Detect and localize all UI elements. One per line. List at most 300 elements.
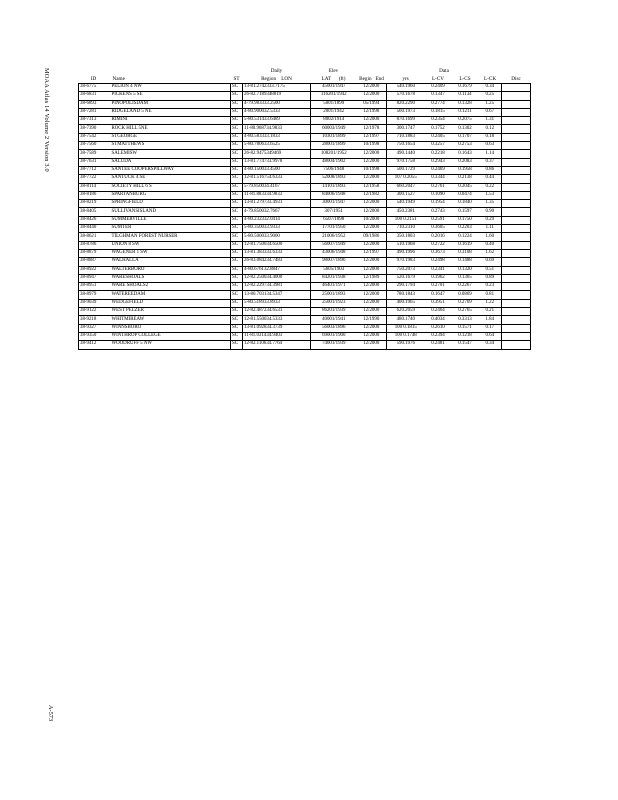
cell-name: WALTERBORO xyxy=(111,266,145,272)
cell-st: SC xyxy=(231,299,243,307)
cell-id: 38-8786 xyxy=(79,241,109,249)
cell-lat-elev: 14101/1893 xyxy=(311,183,357,191)
cell-name: PELION 4 NW xyxy=(111,84,142,90)
cell-lat-elev: 6507/1898 xyxy=(311,216,357,224)
cell-disc xyxy=(502,150,531,158)
cell-disc xyxy=(502,299,531,307)
col-st: ST xyxy=(233,75,240,82)
cell-begin: 12/2000 xyxy=(363,200,380,206)
col-lck: L-CK xyxy=(483,75,497,82)
cell-end-yrs: 100 0.1748 xyxy=(387,332,425,340)
cell-lck: 0.67 xyxy=(485,109,495,115)
cell-begin: 12/2000 xyxy=(363,241,380,247)
cell-lcs: 0.1134 xyxy=(458,92,472,98)
cell-lck: 0.63 xyxy=(485,142,495,148)
cell-lcv: 0.1647 xyxy=(431,291,445,297)
cell-disc xyxy=(502,241,531,249)
cell-lcv: 0.2610 xyxy=(431,324,445,330)
table-row xyxy=(79,158,531,166)
cell-name: SUMTER xyxy=(111,225,132,231)
cell-name: TILGHMAN FOREST NURSER xyxy=(111,233,178,239)
station-table xyxy=(78,68,531,350)
cell-region-lon: 12-82.229734.3981 xyxy=(243,283,311,291)
cell-disc xyxy=(502,233,531,241)
cell-lat-elev: 56007/1949 xyxy=(311,241,357,249)
cell-end-yrs: 107 0.2055 xyxy=(387,175,425,183)
cell-begin: 12/2000 xyxy=(363,291,380,297)
cell-lck: 0.29 xyxy=(485,216,495,222)
cell-lck: 0.44 xyxy=(485,175,495,181)
cell-name: WINNSBORO xyxy=(111,324,142,330)
cell-begin: 12/2000 xyxy=(363,341,380,347)
cell-lat-elev: 48004/1902 xyxy=(311,158,357,166)
cell-st: SC xyxy=(231,225,243,233)
cell-name: RIMINI xyxy=(111,117,128,123)
cell-begin: 12/2000 xyxy=(363,283,380,289)
cell-end-yrs: 660.2047 xyxy=(387,183,425,191)
cell-lat-elev: 84201/1938 xyxy=(311,274,357,282)
cell-name: SPRINGFIELD xyxy=(111,200,143,206)
cell-lck: 0.34 xyxy=(485,341,495,347)
cell-lat-elev: 30001/1947 xyxy=(311,200,357,208)
cell-st: SC xyxy=(231,142,243,150)
cell-name: SULLIVANSISLAND xyxy=(111,208,156,214)
cell-lat-elev: 60003/1949 xyxy=(311,125,357,133)
cell-lcs: 0.2753 xyxy=(458,142,472,148)
cell-begin: 12/2000 xyxy=(363,208,380,214)
table-row xyxy=(79,133,531,141)
cell-disc xyxy=(502,341,531,349)
col-id: ID xyxy=(90,75,97,82)
cell-end-yrs: 510.1968 xyxy=(387,241,425,249)
cell-lck: 0.90 xyxy=(485,208,495,214)
cell-id: 38-8879 xyxy=(79,249,109,257)
header-row-groups xyxy=(79,68,531,76)
cell-begin: 12/2000 xyxy=(363,225,380,231)
cell-end-yrs: 570.1678 xyxy=(387,92,425,100)
cell-lcv: 0.2722 xyxy=(431,241,445,247)
cell-disc xyxy=(502,200,531,208)
cell-lat-elev: 10301/1899 xyxy=(311,133,357,141)
cell-region-lon: 26-82.7189348819 xyxy=(243,92,311,100)
cell-region-lon: 5-80.518933.8933 xyxy=(243,299,311,307)
col-end: End xyxy=(375,75,384,82)
cell-st: SC xyxy=(231,274,243,282)
table-body xyxy=(79,84,531,350)
cell-lcv: 0.2405 xyxy=(431,133,445,139)
cell-end-yrs: 560.1973 xyxy=(387,108,425,116)
col-yrs: yrs xyxy=(402,75,409,82)
cell-lcs: 0.2075 xyxy=(458,117,472,123)
cell-end-yrs: 970.1983 xyxy=(387,258,425,266)
table-row xyxy=(79,316,531,324)
cell-name: WARESHOALS xyxy=(111,275,145,281)
cell-disc xyxy=(502,266,531,274)
cell-st: SC xyxy=(231,283,243,291)
cell-disc xyxy=(502,332,531,340)
cell-begin: 10/1998 xyxy=(363,167,380,173)
cell-begin: 12/2000 xyxy=(363,175,380,181)
cell-lcv: 0.3673 xyxy=(431,250,445,256)
header-elev: Elev xyxy=(328,68,339,75)
cell-lck: 0.17 xyxy=(485,324,495,330)
cell-lcs: 0.1707 xyxy=(458,133,472,139)
cell-end-yrs: 710.1883 xyxy=(387,133,425,141)
cell-lcs: 0.2769 xyxy=(458,299,472,305)
cell-end-yrs: 400.1965 xyxy=(387,299,425,307)
cell-id: 38-8979 xyxy=(79,291,109,299)
cell-lck: 1.35 xyxy=(485,200,495,206)
cell-begin: 12/2000 xyxy=(363,299,380,305)
cell-name: PINOPOLISDAM xyxy=(111,100,148,106)
cell-lcs: 0.1302 xyxy=(458,125,472,131)
cell-lck: 0.18 xyxy=(485,133,495,139)
table-row xyxy=(79,142,531,150)
cell-region-lon: 13-81.774733.9978 xyxy=(243,158,311,166)
cell-region-lon: 5-79.850034.4167 xyxy=(243,183,311,191)
cell-begin: 12/2000 xyxy=(363,324,380,330)
cell-lcs: 0.1320 xyxy=(458,266,472,272)
cell-st: SC xyxy=(231,166,243,174)
cell-lcs: 0.1750 xyxy=(458,216,472,222)
cell-disc xyxy=(502,108,531,116)
cell-name: PICKENS 5 SE xyxy=(111,92,143,98)
cell-end-yrs: 750.1654 xyxy=(387,142,425,150)
cell-name: WATEREEDAM xyxy=(111,291,146,297)
cell-region-lon: 11-81.883334.9833 xyxy=(243,191,311,199)
cell-id: 38-9350 xyxy=(79,332,109,340)
cell-lat-elev: 69001/1900 xyxy=(311,332,357,340)
cell-end-yrs: 870.1699 xyxy=(387,117,425,125)
cell-id: 38-7589 xyxy=(79,150,109,158)
cell-lat-elev: 5605/1903 xyxy=(311,266,357,274)
cell-lcv: 0.2218 xyxy=(431,150,445,156)
table-row xyxy=(79,341,531,349)
cell-end-yrs: 100 0.2151 xyxy=(387,216,425,224)
col-lcs: L-CS xyxy=(459,75,471,82)
cell-begin: 12/2000 xyxy=(363,92,380,98)
cell-id: 38-7560 xyxy=(79,142,109,150)
cell-lcs: 0.1643 xyxy=(458,150,472,156)
cell-lat-elev: 74001/1939 xyxy=(311,341,357,349)
cell-region-lon: 12-81.516754.6333 xyxy=(243,175,311,183)
cell-id: 38-7313 xyxy=(79,117,109,125)
cell-lck: 1.22 xyxy=(485,299,495,305)
cell-name: STMATTHEWS xyxy=(111,142,145,148)
cell-lck: 1.11 xyxy=(485,225,494,231)
page-number: A-573 xyxy=(47,705,54,722)
cell-lck: 1.31 xyxy=(485,117,495,123)
cell-region-lon: 4-80.900032.5333 xyxy=(243,108,311,116)
cell-disc xyxy=(502,158,531,166)
cell-region-lon: 4-80.676132.8847 xyxy=(243,266,311,274)
cell-region-lon: 5-80.500033.9000 xyxy=(243,233,311,241)
cell-begin: 12/2000 xyxy=(363,117,380,123)
cell-lck: 1.62 xyxy=(485,250,495,256)
cell-disc xyxy=(502,166,531,174)
cell-begin: 12/1989 xyxy=(363,275,380,281)
cell-lck: 0.23 xyxy=(485,283,495,289)
cell-lck: 0.37 xyxy=(485,158,495,164)
cell-lat-elev: 56003/1896 xyxy=(311,324,357,332)
cell-begin: 10/2000 xyxy=(363,216,380,222)
cell-disc xyxy=(502,225,531,233)
cell-lcs: 0.2045 xyxy=(458,183,472,189)
cell-lcv: 0.2774 xyxy=(431,100,445,106)
table-row xyxy=(79,117,531,125)
cell-begin: 12/2000 xyxy=(363,333,380,339)
cell-lck: 0.25 xyxy=(485,92,495,98)
cell-begin: 12/1978 xyxy=(363,125,380,131)
table-row xyxy=(79,332,531,340)
cell-id: 38-8405 xyxy=(79,208,109,216)
cell-lcs: 0.2138 xyxy=(458,175,472,181)
cell-name: SANTUCK 4 SE xyxy=(111,175,146,181)
cell-begin: 12/1958 xyxy=(363,183,380,189)
cell-lat-elev: 46401/1971 xyxy=(311,283,357,291)
cell-region-lon: 12-82.487234.6531 xyxy=(243,308,311,316)
cell-id: 38-7631 xyxy=(79,158,109,166)
cell-st: SC xyxy=(231,341,243,349)
col-lat-ft xyxy=(311,76,357,84)
cell-lcv: 0.1752 xyxy=(431,125,445,131)
cell-id: 38-9218 xyxy=(79,316,109,324)
cell-disc xyxy=(502,191,531,199)
cell-id: 38-8922 xyxy=(79,266,109,274)
cell-end-yrs: 290.1794 xyxy=(387,283,425,291)
cell-region-lon: 4-80.150033.4500 xyxy=(243,166,311,174)
table-row xyxy=(79,274,531,282)
cell-lcs: 0.0869 xyxy=(458,291,472,297)
cell-begin: 12/1998 xyxy=(363,109,380,115)
cell-st: SC xyxy=(231,92,243,100)
cell-lcv: 0.2943 xyxy=(431,158,445,164)
cell-lat-elev: 21006/1952 xyxy=(311,233,357,241)
cell-end-yrs: 490.1996 xyxy=(387,249,425,257)
table-row xyxy=(79,84,531,92)
col-region: Region xyxy=(261,75,277,82)
cell-id: 38-9122 xyxy=(79,308,109,316)
cell-end-yrs: 520.1679 xyxy=(387,274,425,282)
cell-end-yrs: 450.2381 xyxy=(387,208,425,216)
cell-name: WALHALLA xyxy=(111,258,139,264)
cell-disc xyxy=(502,283,531,291)
cell-id: 38-6775 xyxy=(79,84,109,92)
table-row xyxy=(79,283,531,291)
cell-st: SC xyxy=(231,84,243,92)
header-data: Data xyxy=(439,68,449,75)
cell-lcs: 0.1958 xyxy=(458,167,472,173)
cell-region-lon: 13-81.383333.6333 xyxy=(243,249,311,257)
cell-st: SC xyxy=(231,324,243,332)
cell-st: SC xyxy=(231,258,243,266)
cell-end-yrs: 620.2059 xyxy=(387,308,425,316)
cell-lcv: 0.3951 xyxy=(431,299,445,305)
cell-st: SC xyxy=(231,249,243,257)
cell-end-yrs: 970.1758 xyxy=(387,158,425,166)
cell-lcv: 0.2743 xyxy=(431,208,445,214)
cell-lcv: 0.2498 xyxy=(431,258,445,264)
cell-lat-elev: 8002/1914 xyxy=(311,117,357,125)
cell-lck: 0.51 xyxy=(485,266,495,272)
cell-end-yrs: 750.2073 xyxy=(387,266,425,274)
cell-st: SC xyxy=(231,125,243,133)
cell-begin: 12/2000 xyxy=(363,158,380,164)
cell-lat-elev: 52008/1893 xyxy=(311,175,357,183)
cell-id: 38-8621 xyxy=(79,233,109,241)
cell-lat-elev: 25001/1923 xyxy=(311,299,357,307)
table-row xyxy=(79,308,531,316)
cell-id: 38-9412 xyxy=(79,341,109,349)
cell-lcv: 0.1962 xyxy=(431,275,445,281)
cell-lcv: 0.2761 xyxy=(431,183,445,189)
cell-lcv: 0.2591 xyxy=(431,216,445,222)
cell-begin: 12/2000 xyxy=(363,84,380,90)
cell-st: SC xyxy=(231,208,243,216)
table-row xyxy=(79,249,531,257)
cell-id: 38-8186 xyxy=(79,191,109,199)
table-row xyxy=(79,191,531,199)
cell-st: SC xyxy=(231,266,243,274)
table-row xyxy=(79,108,531,116)
cell-lcv: 0.2409 xyxy=(431,84,445,90)
cell-region-lon: 26-83.084234.7483 xyxy=(243,258,311,266)
cell-lat-elev: 45001/1947 xyxy=(311,84,357,92)
cell-name: SANTEE COOPERSPILLWAY xyxy=(111,167,175,173)
cell-region-lon: 4-79.983333.2500 xyxy=(243,100,311,108)
cell-id: 38-8951 xyxy=(79,283,109,291)
cell-st: SC xyxy=(231,100,243,108)
cell-region-lon: 5-80.780633.6525 xyxy=(243,142,311,150)
table-row xyxy=(79,200,531,208)
cell-region-lon: 12-82.110634.7764 xyxy=(243,341,311,349)
cell-st: SC xyxy=(231,241,243,249)
cell-lcs: 0.1488 xyxy=(458,258,472,264)
cell-lck: 1.60 xyxy=(485,233,495,239)
cell-disc xyxy=(502,92,531,100)
cell-lcs: 0.2267 xyxy=(458,283,472,289)
cell-disc xyxy=(502,125,531,133)
table-row xyxy=(79,225,531,233)
cell-id: 38-6893 xyxy=(79,100,109,108)
cell-st: SC xyxy=(231,332,243,340)
cell-disc xyxy=(502,208,531,216)
cell-region-lon: 4-80.232332.0414 xyxy=(243,216,311,224)
cell-st: SC xyxy=(231,183,243,191)
cell-lcs: 0.3108 xyxy=(458,250,472,256)
cell-lcs: 0.2083 xyxy=(458,158,472,164)
cell-lck: 1.14 xyxy=(485,150,495,156)
cell-region-lon: 26-82.9475349469 xyxy=(243,150,311,158)
cell-disc xyxy=(502,324,531,332)
cell-region-lon: 5-80.350033.9333 xyxy=(243,225,311,233)
cell-st: SC xyxy=(231,150,243,158)
cell-st: SC xyxy=(231,316,243,324)
cell-end-yrs: 490.1440 xyxy=(387,150,425,158)
cell-lat-elev: 5001/1899 xyxy=(311,100,357,108)
cell-lcs: 0.1597 xyxy=(458,208,472,214)
cell-lat-elev: 86201/1939 xyxy=(311,308,357,316)
table-row xyxy=(79,258,531,266)
table-row xyxy=(79,166,531,174)
cell-lck: 1.84 xyxy=(485,316,495,322)
cell-begin: 12/2000 xyxy=(363,258,380,264)
cell-lcs: 0.1679 xyxy=(458,84,472,90)
cell-lck: 0.34 xyxy=(485,84,495,90)
cell-id: 38-9039 xyxy=(79,299,109,307)
cell-lat-elev: 28001/1899 xyxy=(311,142,357,150)
cell-end-yrs: 780.1843 xyxy=(387,291,425,299)
cell-region-lon: 4-79.850032.7667 xyxy=(243,208,311,216)
cell-id: 38-7722 xyxy=(79,175,109,183)
cell-lcs: 0.1840 xyxy=(458,200,472,206)
cell-lcv: 0.2469 xyxy=(431,167,445,173)
cell-begin: 12/1997 xyxy=(363,133,380,139)
col-region-lon xyxy=(243,76,311,84)
cell-region-lon: 13-80.703134.5347 xyxy=(243,291,311,299)
cell-name: WOODRUFF 5 NW xyxy=(111,341,152,347)
cell-lcs: 0.1328 xyxy=(458,100,472,106)
cell-st: SC xyxy=(231,233,243,241)
header-daily: Daily xyxy=(270,68,283,75)
col-begin-end xyxy=(357,76,387,84)
cell-lcs: 0.0474 xyxy=(458,192,472,198)
cell-lck: 0.81 xyxy=(485,291,495,297)
table-row xyxy=(79,233,531,241)
cell-lcs: 0.2765 xyxy=(458,308,472,314)
cell-disc xyxy=(502,142,531,150)
cell-end-yrs: 480.1740 xyxy=(387,316,425,324)
cell-disc xyxy=(502,175,531,183)
table-row xyxy=(79,241,531,249)
cell-lcv: 0.1090 xyxy=(431,192,445,198)
cell-begin: 12/1997 xyxy=(363,250,380,256)
cell-disc xyxy=(502,117,531,125)
table-row xyxy=(79,324,531,332)
cell-lat-elev: 43006/1948 xyxy=(311,249,357,257)
cell-st: SC xyxy=(231,216,243,224)
cell-disc xyxy=(502,249,531,257)
cell-id: 38-8114 xyxy=(79,183,109,191)
cell-lat-elev: 2001/1942 xyxy=(311,108,357,116)
table-row xyxy=(79,299,531,307)
cell-lat-elev: 84006/1948 xyxy=(311,191,357,199)
cell-disc xyxy=(502,274,531,282)
cell-st: SC xyxy=(231,108,243,116)
cell-lat-elev: 108201/1952 xyxy=(311,150,357,158)
cell-lck: 0.89 xyxy=(485,275,495,281)
cell-lcs: 0.1619 xyxy=(458,241,472,247)
cell-lck: 0.64 xyxy=(485,333,495,339)
cell-name: WEST PELZER xyxy=(111,308,144,314)
cell-lat-elev: 307/1951 xyxy=(311,208,357,216)
table-row xyxy=(79,183,531,191)
cell-st: SC xyxy=(231,133,243,141)
cell-disc xyxy=(502,100,531,108)
table-row xyxy=(79,175,531,183)
cell-name: STGEORGE xyxy=(111,133,138,139)
cell-name: SUMMERVILLE xyxy=(111,216,147,222)
cell-region-lon: 5-80.531433.6489 xyxy=(243,117,311,125)
cell-lat-elev: 25001/1893 xyxy=(311,291,357,299)
cell-disc xyxy=(502,316,531,324)
col-ft: (ft) xyxy=(338,75,346,82)
header-row-columns xyxy=(79,76,531,84)
table-row xyxy=(79,92,531,100)
cell-begin: 12/2000 xyxy=(363,266,380,272)
cell-id: 38-8947 xyxy=(79,274,109,282)
cell-lck: 1.53 xyxy=(485,192,495,198)
